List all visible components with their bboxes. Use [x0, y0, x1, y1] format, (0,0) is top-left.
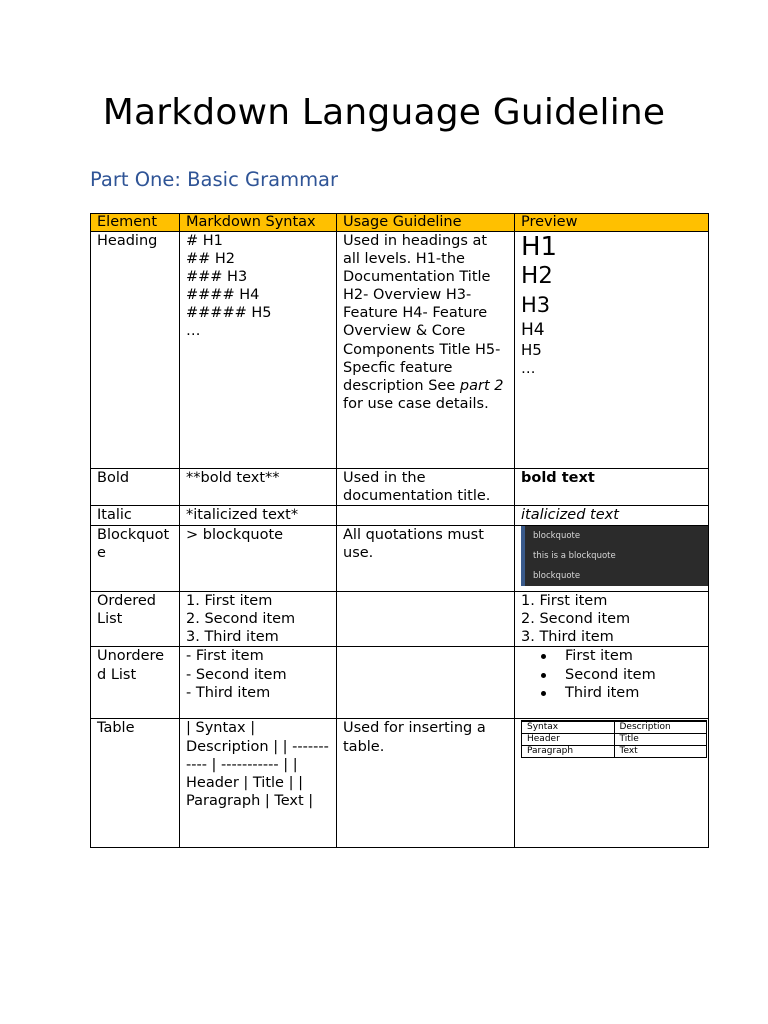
element-cell: Unordered List — [91, 647, 180, 719]
syntax-line: - Third item — [186, 684, 271, 701]
preview-bold-text: bold text — [521, 470, 595, 486]
syntax-line: 3. Third item — [186, 629, 279, 646]
preview-mini-table — [521, 720, 707, 758]
mini-table-cell: Paragraph — [522, 746, 615, 758]
preview-h4: H4 — [521, 320, 545, 340]
mini-table-cell: Syntax — [522, 721, 615, 734]
list-item: 2. Second item — [521, 611, 631, 628]
mini-table-cell: Header — [522, 734, 615, 746]
header-element: Element — [91, 214, 180, 232]
list-item: Second item — [565, 666, 702, 684]
document-title: Markdown Language Guideline — [102, 92, 666, 133]
usage-cell — [337, 232, 515, 469]
syntax-cell — [180, 647, 337, 719]
preview-h1: H1 — [521, 232, 558, 262]
table-row — [91, 232, 709, 469]
syntax-cell: *italicized text* — [180, 506, 337, 526]
syntax-line: ### H3 — [186, 269, 248, 286]
mini-table-cell: Description — [614, 721, 707, 734]
header-markdown-syntax: Markdown Syntax — [180, 214, 337, 232]
mini-table-row — [522, 746, 707, 758]
syntax-line: 1. First item — [186, 593, 273, 610]
preview-cell — [515, 647, 709, 719]
element-cell: Blockquote — [91, 526, 180, 592]
preview-italic-text: italicized text — [521, 507, 619, 524]
blockquote-preview-line: blockquote — [533, 571, 581, 582]
usage-cell — [337, 592, 515, 647]
usage-cell — [337, 506, 515, 526]
syntax-line: … — [186, 323, 201, 340]
section-heading: Part One: Basic Grammar — [90, 168, 339, 191]
preview-cell — [515, 506, 709, 526]
table-header-row — [91, 214, 709, 232]
blockquote-preview-line: this is a blockquote — [533, 551, 616, 562]
header-preview: Preview — [515, 214, 709, 232]
syntax-cell: > blockquote — [180, 526, 337, 592]
preview-h5: H5 — [521, 341, 542, 359]
syntax-cell: **bold text** — [180, 469, 337, 506]
syntax-line: 2. Second item — [186, 611, 296, 628]
table-row — [91, 526, 709, 592]
syntax-line: ##### H5 — [186, 305, 272, 322]
syntax-cell — [180, 592, 337, 647]
usage-cell: All quotations must use. — [337, 526, 515, 592]
bullet-list — [521, 647, 702, 701]
element-cell: Bold — [91, 469, 180, 506]
preview-ellipsis: … — [521, 361, 536, 377]
table-row — [91, 506, 709, 526]
mini-table-cell: Title — [614, 734, 707, 746]
syntax-line: #### H4 — [186, 287, 260, 304]
list-item: First item — [565, 647, 702, 665]
list-item: 1. First item — [521, 593, 608, 610]
blockquote-preview-line: blockquote — [533, 531, 581, 542]
mini-table-row — [522, 734, 707, 746]
usage-cell: Used for inserting a table. — [337, 719, 515, 848]
preview-cell — [515, 469, 709, 506]
mini-table-cell: Text — [614, 746, 707, 758]
usage-cell — [337, 647, 515, 719]
preview-h3: H3 — [521, 293, 551, 317]
table-row — [91, 469, 709, 506]
element-cell: Italic — [91, 506, 180, 526]
element-cell: Ordered List — [91, 592, 180, 647]
usage-text: for use case details. — [343, 395, 489, 412]
usage-italic-text: part 2 — [459, 377, 504, 394]
mini-table-row — [522, 721, 707, 734]
preview-cell — [515, 592, 709, 647]
preview-cell — [515, 719, 709, 848]
preview-h2: H2 — [521, 263, 553, 289]
syntax-line: # H1 — [186, 233, 223, 249]
syntax-cell — [180, 232, 337, 469]
table-row — [91, 647, 709, 719]
blockquote-preview-image — [521, 526, 709, 586]
syntax-cell: | Syntax | Description | | ----------- | ----------- | | Header | Title | | Paragraph | Text | — [180, 719, 337, 848]
table-row — [91, 719, 709, 848]
syntax-line: - First item — [186, 648, 264, 665]
preview-cell — [515, 526, 709, 592]
syntax-line: - Second item — [186, 666, 287, 683]
syntax-line: ## H2 — [186, 251, 236, 268]
element-cell: Table — [91, 719, 180, 848]
header-usage-guideline: Usage Guideline — [337, 214, 515, 232]
list-item: Third item — [565, 684, 702, 702]
preview-cell — [515, 232, 709, 469]
table-row — [91, 592, 709, 647]
usage-cell: Used in the documentation title. — [337, 469, 515, 506]
usage-text: Used in headings at all levels. H1-the Documentation Title H2- Overview H3- Feature H4- Feature Overview & Core Components Title H5-Specfic feature description See — [343, 233, 501, 394]
markdown-guideline-table — [90, 213, 709, 848]
element-cell: Heading — [91, 232, 180, 469]
list-item: 3. Third item — [521, 629, 614, 646]
